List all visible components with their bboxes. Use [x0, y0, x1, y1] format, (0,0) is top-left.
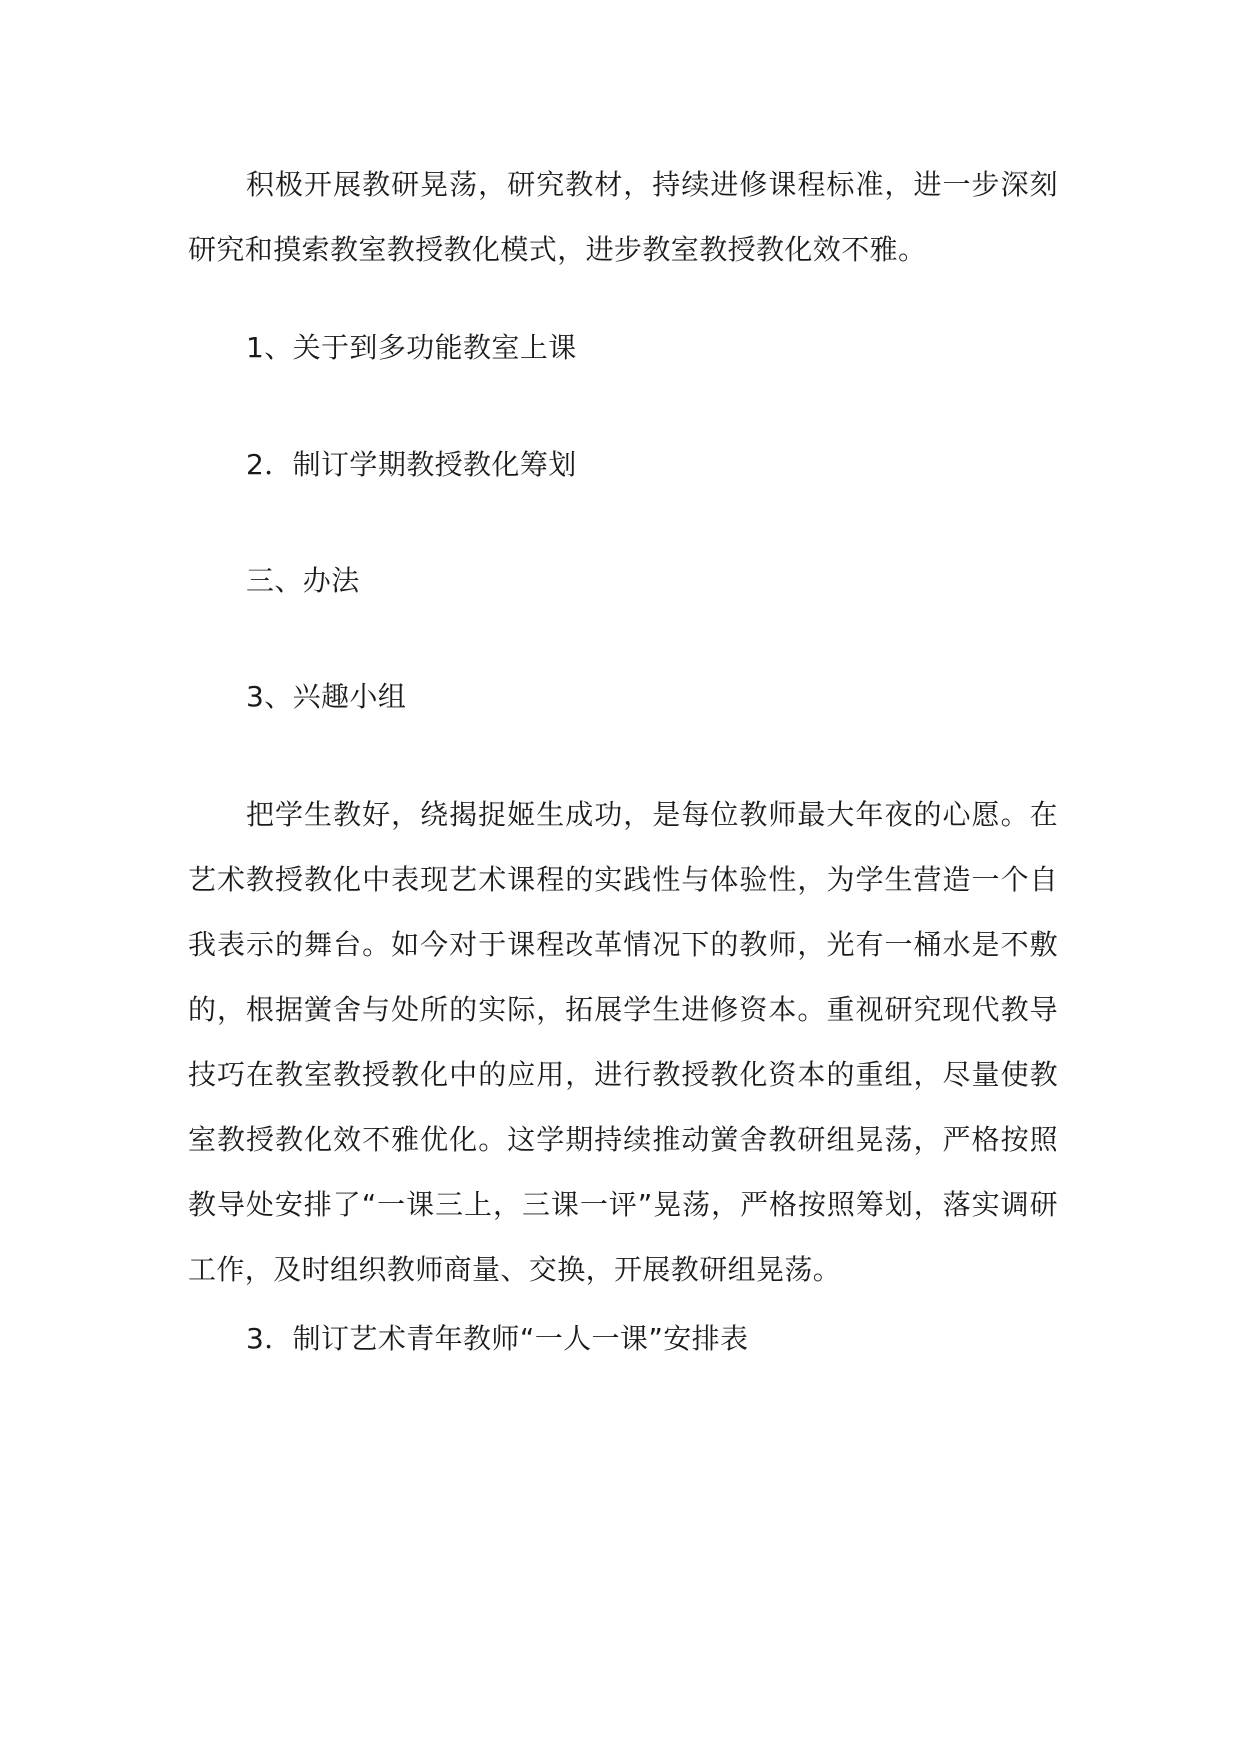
- item-interest-group: 3、兴趣小组: [246, 680, 407, 713]
- item-semester-plan: 2．制订学期教授教化筹划: [246, 448, 577, 481]
- item-young-teacher-schedule: 3．制订艺术青年教师“一人一课”安排表: [246, 1322, 749, 1355]
- section-heading-methods: 三、办法: [246, 564, 360, 597]
- item-multifunction-classroom: 1、关于到多功能教室上课: [246, 331, 577, 364]
- paragraph-teaching-research: 积极开展教研晃荡，研究教材，持续进修课程标准，进一步深刻研究和摸索教室教授教化模式，进步教室教授教化效不雅。: [188, 168, 1058, 266]
- paragraph-teacher-goals: 把学生教好，绕揭捉姬生成功，是每位教师最大年夜的心愿。在艺术教授教化中表现艺术课程的实践性与体验性，为学生营造一个自我表示的舞台。如今对于课程改革情况下的教师，光有一桶水是不敷的，根据黉舍与处所的实际，拓展学生进修资本。重视研究现代教导技巧在教室教授教化中的应用，进行教授教化资本的重组，尽量使教室教授教化效不雅优化。这学期持续推动黉舍教研组晃荡，严格按照教导处安排了“一课三上，三课一评”晃荡，严格按照筹划，落实调研工作，及时组织教师商量、交换，开展教研组晃荡。: [188, 798, 1058, 1286]
